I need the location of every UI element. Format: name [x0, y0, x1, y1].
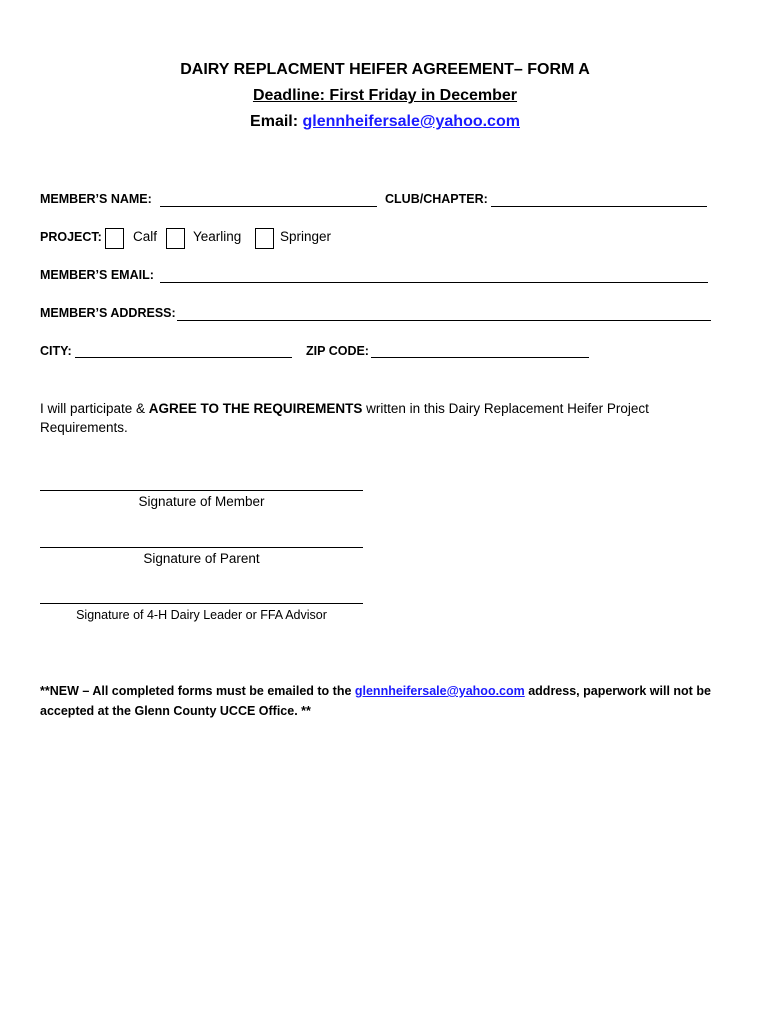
note-text-part1: **NEW – All completed forms must be emailed to the	[40, 684, 355, 698]
member-email-label: MEMBER’S EMAIL:	[40, 268, 154, 282]
member-name-label: MEMBER’S NAME:	[40, 192, 152, 206]
yearling-label: Yearling	[193, 229, 242, 244]
calf-label: Calf	[133, 229, 158, 244]
zip-code-field[interactable]	[371, 357, 589, 358]
member-signature-caption: Signature of Member	[138, 494, 265, 509]
member-address-label: MEMBER’S ADDRESS:	[40, 306, 176, 320]
member-name-field[interactable]	[160, 206, 377, 207]
city-label: CITY:	[40, 344, 72, 358]
parent-signature-caption: Signature of Parent	[143, 551, 260, 566]
member-address-field[interactable]	[177, 320, 711, 321]
yearling-checkbox[interactable]	[166, 228, 185, 249]
project-label: PROJECT:	[40, 230, 102, 244]
submission-note	[40, 681, 730, 721]
leader-signature-line[interactable]	[40, 603, 363, 604]
agreement-text-part2: written in this Dairy Replacement Heifer Project Requirements.	[40, 401, 649, 435]
leader-signature-caption: Signature of 4-H Dairy Leader or FFA Advisor	[76, 608, 327, 622]
note-text-part2: address, paperwork will not be accepted at the Glenn County UCCE Office. **	[40, 684, 711, 718]
agreement-text-part1: I will participate &	[40, 401, 149, 416]
parent-signature-line[interactable]	[40, 547, 363, 548]
calf-checkbox[interactable]	[105, 228, 124, 249]
email-line	[0, 113, 770, 131]
member-signature-line[interactable]	[40, 490, 363, 491]
club-chapter-field[interactable]	[491, 206, 707, 207]
club-chapter-label: CLUB/CHAPTER:	[385, 192, 488, 206]
springer-checkbox[interactable]	[255, 228, 274, 249]
member-email-field[interactable]	[160, 282, 708, 283]
note-email-link[interactable]: glennheifersale@yahoo.com	[354, 684, 525, 698]
zip-code-label: ZIP CODE:	[306, 344, 369, 358]
form-title: DAIRY REPLACMENT HEIFER AGREEMENT– FORM A	[180, 61, 590, 78]
agreement-text	[40, 399, 680, 437]
email-label: Email:	[250, 113, 303, 130]
springer-label: Springer	[280, 229, 332, 244]
city-field[interactable]	[75, 357, 292, 358]
agreement-text-bold: AGREE TO THE REQUIREMENTS	[148, 401, 363, 416]
email-link[interactable]: glennheifersale@yahoo.com	[302, 113, 520, 130]
deadline-text: Deadline: First Friday in December	[252, 87, 518, 104]
